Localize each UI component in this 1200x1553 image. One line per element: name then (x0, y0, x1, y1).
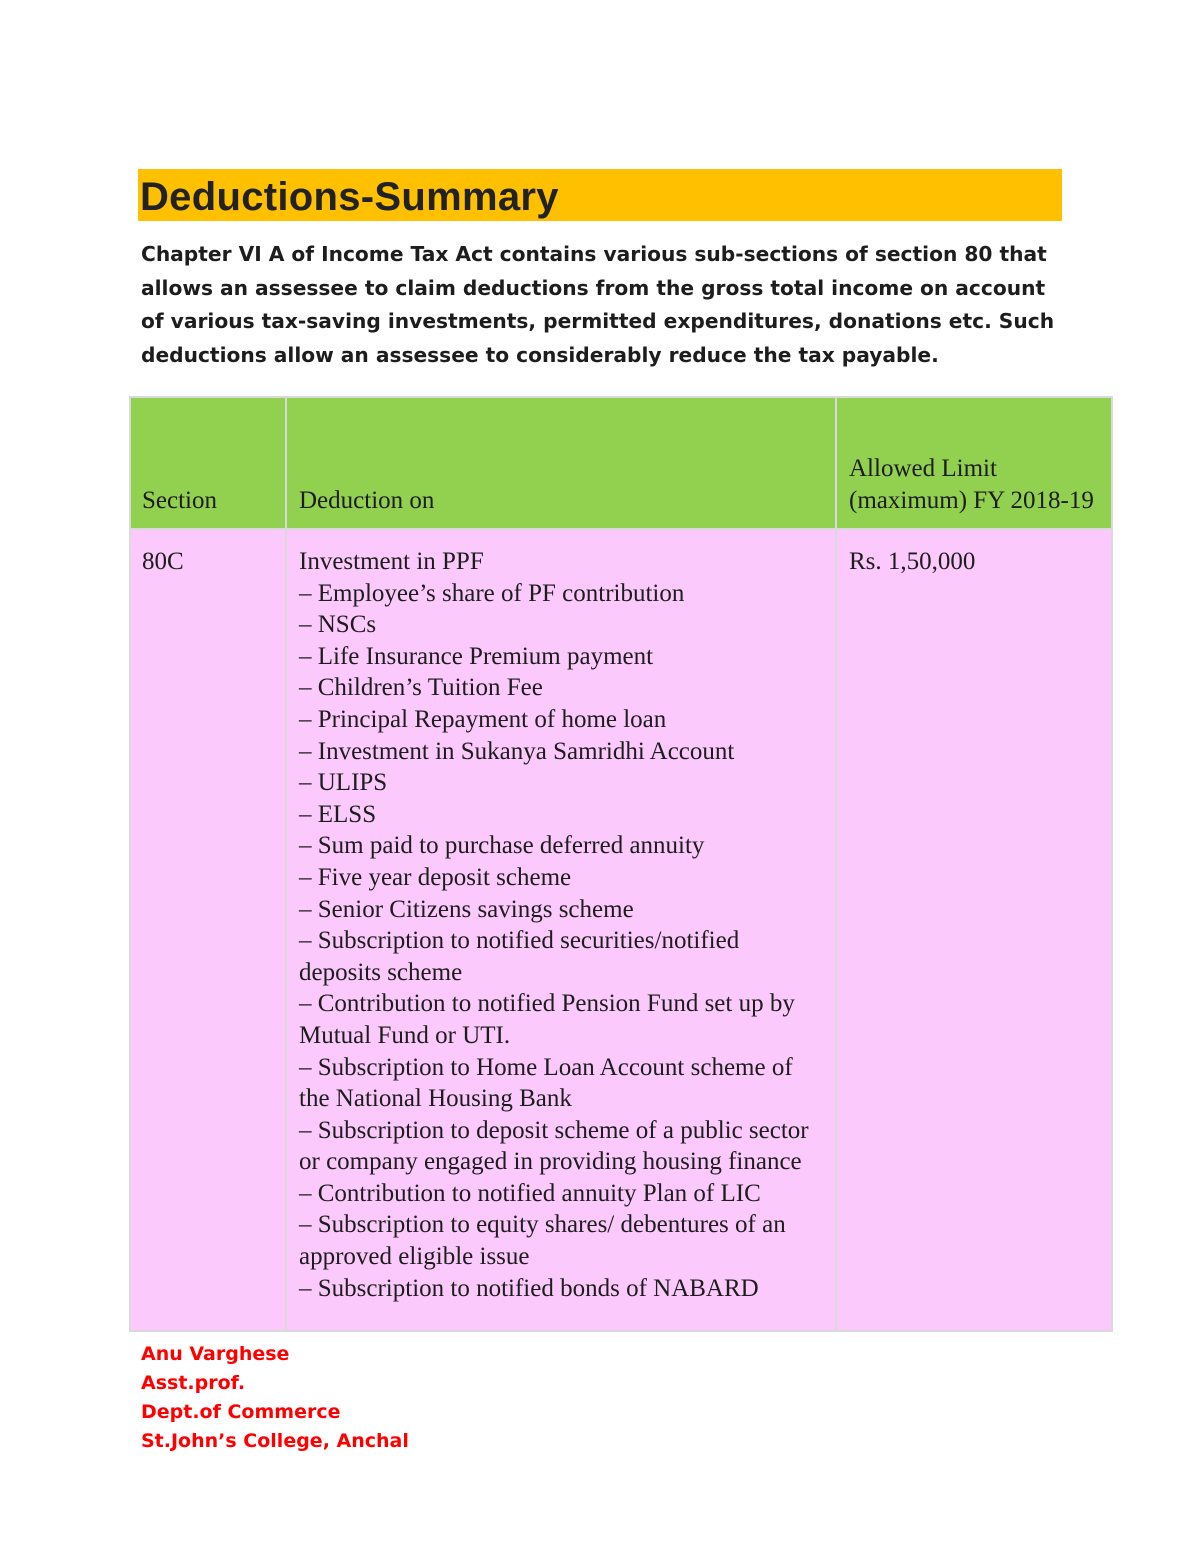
list-item: – Five year deposit scheme (299, 863, 572, 891)
list-item: – Principal Repayment of home loan (299, 705, 667, 733)
list-item: – Sum paid to purchase deferred annuity (299, 832, 705, 860)
list-item: Investment in PPF (299, 548, 484, 575)
list-item: – Senior Citizens savings scheme (299, 895, 634, 923)
cell-allowed-limit: Rs. 1,50,000 (836, 529, 1112, 1331)
title-bar (138, 169, 1062, 221)
list-item: – Life Insurance Premium payment (299, 642, 654, 670)
deductions-table (129, 396, 1113, 1332)
author-department: Dept.of Commerce (141, 1401, 341, 1423)
list-item: – Children’s Tuition Fee (299, 674, 543, 702)
list-item: – Subscription to deposit scheme of a public sector or company engaged in providing housing finance (299, 1116, 809, 1176)
header-deduction-on: Deduction on (286, 397, 836, 529)
author-college: St.John’s College, Anchal (141, 1430, 409, 1452)
list-item: – NSCs (299, 611, 377, 639)
list-item: – Subscription to equity shares/ debentures of an approved eligible issue (299, 1211, 786, 1271)
header-allowed-limit: Allowed Limit (maximum) FY 2018-19 (836, 397, 1112, 529)
list-item: – Subscription to Home Loan Account scheme of the National Housing Bank (299, 1053, 793, 1113)
intro-paragraph: Chapter VI A of Income Tax Act contains various sub-sections of section 80 that allows an assessee to claim deductions from the gross total income on account of various tax-saving investments, permitted expenditures, donations etc. Such deductions allow an assessee to considerably reduce the tax payable. (141, 242, 1055, 367)
author-name: Anu Varghese (141, 1343, 290, 1365)
list-item: – Subscription to notified securities/notified deposits scheme (299, 927, 740, 986)
list-item: – ELSS (299, 800, 377, 828)
page-title: Deductions-Summary (140, 175, 559, 219)
author-footer (141, 1340, 409, 1456)
list-item: – Investment in Sukanya Samridhi Account (299, 737, 735, 765)
cell-deduction-list (286, 529, 836, 1331)
table-header-row (130, 397, 1112, 529)
list-item: – Contribution to notified annuity Plan of LIC (299, 1179, 761, 1207)
author-designation: Asst.prof. (141, 1372, 246, 1394)
deductions-table-wrapper (129, 396, 1113, 1332)
list-item: – Contribution to notified Pension Fund set up by Mutual Fund or UTI. (299, 990, 795, 1049)
cell-section: 80C (130, 529, 286, 1331)
table-row (130, 529, 1112, 1331)
list-item: – Employee’s share of PF contribution (299, 579, 685, 607)
header-section: Section (130, 397, 286, 529)
list-item: – Subscription to notified bonds of NABARD (299, 1274, 759, 1302)
list-item: – ULIPS (299, 769, 388, 797)
